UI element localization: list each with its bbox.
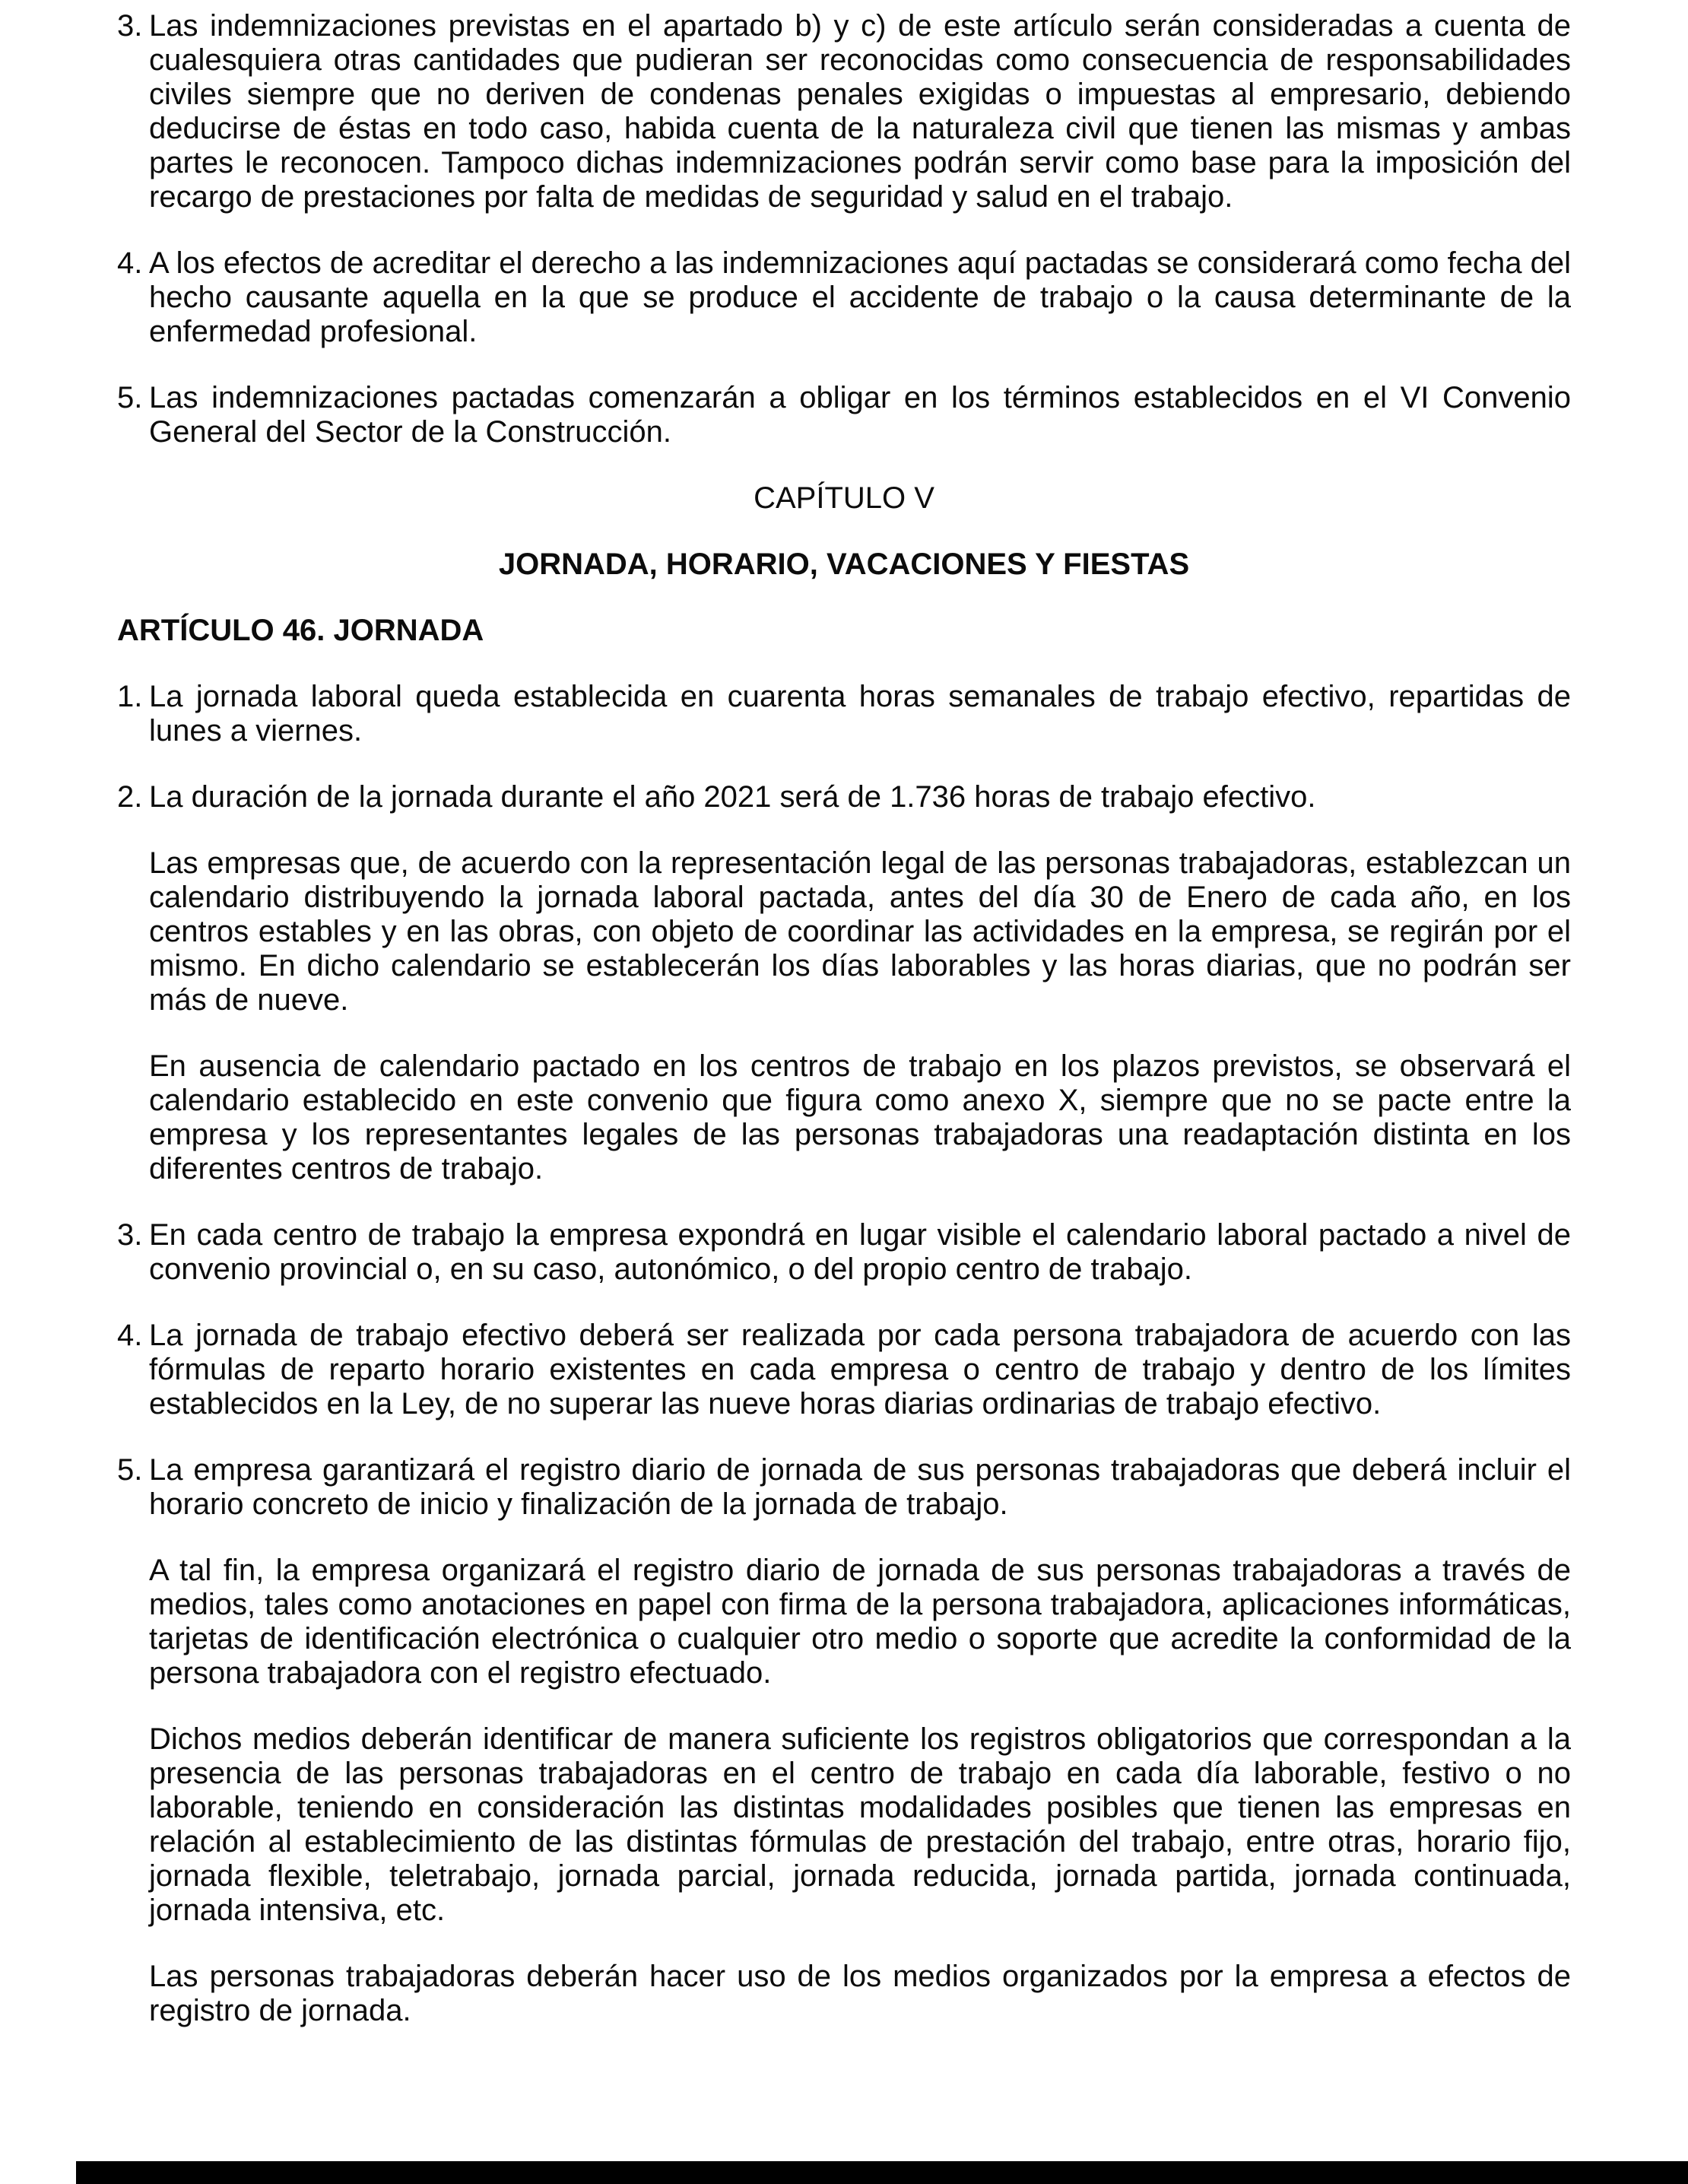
list-item (117, 1453, 1571, 1522)
list-item-text: En cada centro de trabajo la empresa expondrá en lugar visible el calendario laboral pactado a nivel de convenio provincial o, en su caso, autonómico, o del propio centro de trabajo. (149, 1218, 1571, 1286)
list-item (117, 381, 1571, 449)
list-item-text: A los efectos de acreditar el derecho a las indemnizaciones aquí pactadas se considerará como fecha del hecho causante aquella en la que se produce el accidente de trabajo o la causa determinante de la enfermedad profesional. (149, 246, 1571, 348)
list-item-text: Las indemnizaciones pactadas comenzarán a obligar en los términos establecidos en el VI Convenio General del Sector de la Construcción. (149, 381, 1571, 449)
list-item (117, 780, 1571, 814)
chapter-title: JORNADA, HORARIO, VACACIONES Y FIESTAS (498, 548, 1190, 581)
list-item (117, 1218, 1571, 1287)
list-item-text: Las indemnizaciones previstas en el apartado b) y c) de este artículo serán consideradas a cuenta de cualesquiera otras cantidades que pudieran ser reconocidas como consecuencia de responsabilidades civiles siempre que no deriven de condenas penales exigidas o impuestas al empresario, debiendo deducirse de éstas en todo caso, habida cuenta de la naturaleza civil que tienen las mismas y ambas partes le reconocen. Tampoco dichas indemnizaciones podrán servir como base para la imposición del recargo de prestaciones por falta de medidas de seguridad y salud en el trabajo. (149, 9, 1571, 214)
list-item-number: 5. (117, 1453, 143, 1487)
list-item-text: La empresa garantizará el registro diario de jornada de sus personas trabajadoras que deberá incluir el horario concreto de inicio y finalización de la jornada de trabajo. (149, 1453, 1571, 1521)
list-item-number: 2. (117, 780, 143, 814)
list-item-number: 3. (117, 9, 143, 43)
list-item (117, 9, 1571, 214)
paragraph: Dichos medios deberán identificar de manera suficiente los registros obligatorios que correspondan a la presencia de las personas trabajadoras en el centro de trabajo en cada día laborable, festivo o no laborable, teniendo en consideración las distintas modalidades posibles que tienen las empresas en relación al establecimiento de las distintas fórmulas de prestación del trabajo, entre otras, horario fijo, jornada flexible, teletrabajo, jornada parcial, jornada reducida, jornada partida, jornada continuada, jornada intensiva, etc. (149, 1722, 1571, 1927)
paragraph: Las personas trabajadoras deberán hacer uso de los medios organizados por la empresa a efectos de registro de jornada. (149, 1960, 1571, 2027)
page-bottom-bar (76, 2161, 1688, 2184)
chapter-heading: CAPÍTULO V (754, 481, 934, 515)
list-item-number: 3. (117, 1218, 143, 1252)
list-item-text: La duración de la jornada durante el año 2021 será de 1.736 horas de trabajo efectivo. (149, 780, 1316, 814)
paragraph: A tal fin, la empresa organizará el registro diario de jornada de sus personas trabajadoras a través de medios, tales como anotaciones en papel con firma de la persona trabajadora, aplicaciones informáticas, tarjetas de identificación electrónica o cualquier otro medio o soporte que acredite la conformidad de la persona trabajadora con el registro efectuado. (149, 1554, 1571, 1690)
list-item-number: 4. (117, 246, 143, 280)
list-item-number: 5. (117, 381, 143, 414)
article-heading: ARTÍCULO 46. JORNADA (117, 614, 484, 647)
list-item-number: 1. (117, 680, 143, 713)
list-item (117, 246, 1571, 349)
paragraph: Las empresas que, de acuerdo con la representación legal de las personas trabajadoras, establezcan un calendario distribuyendo la jornada laboral pactada, antes del día 30 de Enero de cada año, en los centros estables y en las obras, con objeto de coordinar las actividades en la empresa, se regirán por el mismo. En dicho calendario se establecerán los días laborables y las horas diarias, que no podrán ser más de nueve. (149, 846, 1571, 1017)
list-item-text: La jornada de trabajo efectivo deberá ser realizada por cada persona trabajadora de acuerdo con las fórmulas de reparto horario existentes en cada empresa o centro de trabajo y dentro de los límites establecidos en la Ley, de no superar las nueve horas diarias ordinarias de trabajo efectivo. (149, 1319, 1571, 1421)
list-item (117, 680, 1571, 748)
paragraph: En ausencia de calendario pactado en los centros de trabajo en los plazos previstos, se observará el calendario establecido en este convenio que figura como anexo X, siempre que no se pacte entre la empresa y los representantes legales de las personas trabajadoras una readaptación distinta en los diferentes centros de trabajo. (149, 1049, 1571, 1186)
list-item (117, 1319, 1571, 1421)
list-item-text: La jornada laboral queda establecida en cuarenta horas semanales de trabajo efectivo, repartidas de lunes a viernes. (149, 680, 1571, 748)
list-item-number: 4. (117, 1319, 143, 1352)
